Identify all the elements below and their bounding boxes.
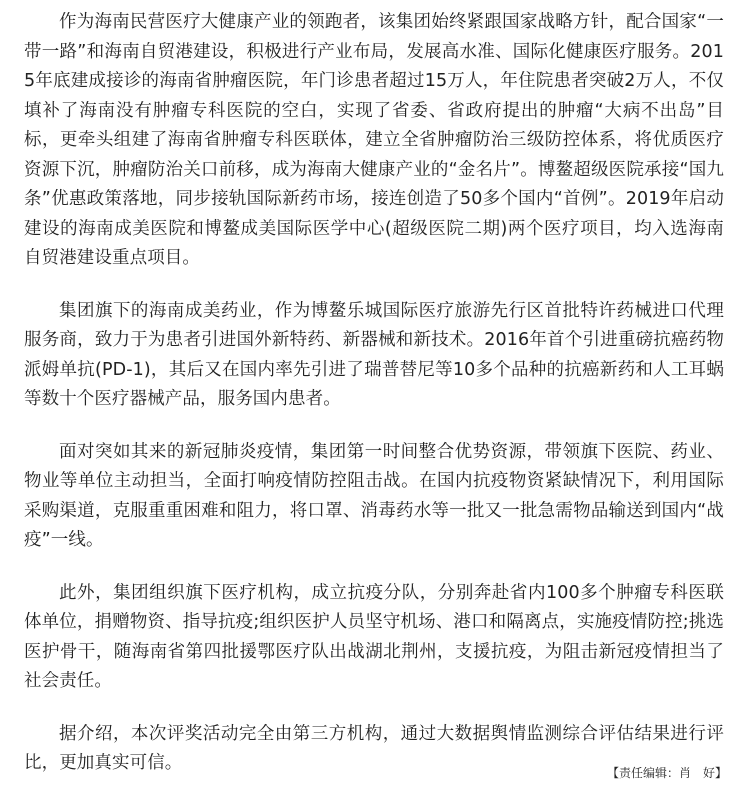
article-paragraph-5: 据介绍，本次评奖活动完全由第三方机构，通过大数据舆情监测综合评估结果进行评比，更加真实可信。 bbox=[24, 723, 724, 773]
editor-credit: 【责任编辑：肖 好】 bbox=[606, 766, 727, 780]
article-paragraph-2: 集团旗下的海南成美药业，作为博鳌乐城国际医疗旅游先行区首批特许药械进口代理服务商，致力于为患者引进国外新特药、新器械和新技术。2016年首个引进重磅抗癌药物派姆单抗(PD-1)，其后又在国内率先引进了瑞普替尼等10多个品种的抗癌新药和人工耳蜗等数十个医疗器械产品，服务国内患者。 bbox=[24, 300, 724, 409]
article-paragraph-3: 面对突如其来的新冠肺炎疫情，集团第一时间整合优势资源，带领旗下医院、药业、物业等单位主动担当，全面打响疫情防控阻击战。在国内抗疫物资紧缺情况下，利用国际采购渠道，克服重重困难和阻力，将口罩、消毒药水等一批又一批急需物品输送到国内“战疫”一线。 bbox=[24, 441, 724, 550]
article-body bbox=[24, 8, 724, 802]
article-paragraph-4: 此外，集团组织旗下医疗机构，成立抗疫分队，分别奔赴省内100多个肿瘤专科医联体单位，捐赠物资、指导抗疫;组织医护人员坚守机场、港口和隔离点，实施疫情防控;挑选医护骨干，随海南省第四批援鄂医疗队出战湖北荆州，支援抗疫，为阻击新冠疫情担当了社会责任。 bbox=[24, 582, 724, 691]
article-paragraph-1: 作为海南民营医疗大健康产业的领跑者，该集团始终紧跟国家战略方针，配合国家“一带一路”和海南自贸港建设，积极进行产业布局，发展高水准、国际化健康医疗服务。2015年底建成接诊的海南省肿瘤医院，年门诊患者超过15万人，年住院患者突破2万人，不仅填补了海南没有肿瘤专科医院的空白，实现了省委、省政府提出的肿瘤“大病不出岛”目标，更牵头组建了海南省肿瘤专科医联体，建立全省肿瘤防治三级防控体系，将优质医疗资源下沉，肿瘤防治关口前移，成为海南大健康产业的“金名片”。博鳌超级医院承接“国九条”优惠政策落地，同步接轨国际新药市场，接连创造了50多个国内“首例”。2019年启动建设的海南成美医院和博鳌成美国际医学中心(超级医院二期)两个医疗项目，均入选海南自贸港建设重点项目。 bbox=[24, 12, 724, 268]
